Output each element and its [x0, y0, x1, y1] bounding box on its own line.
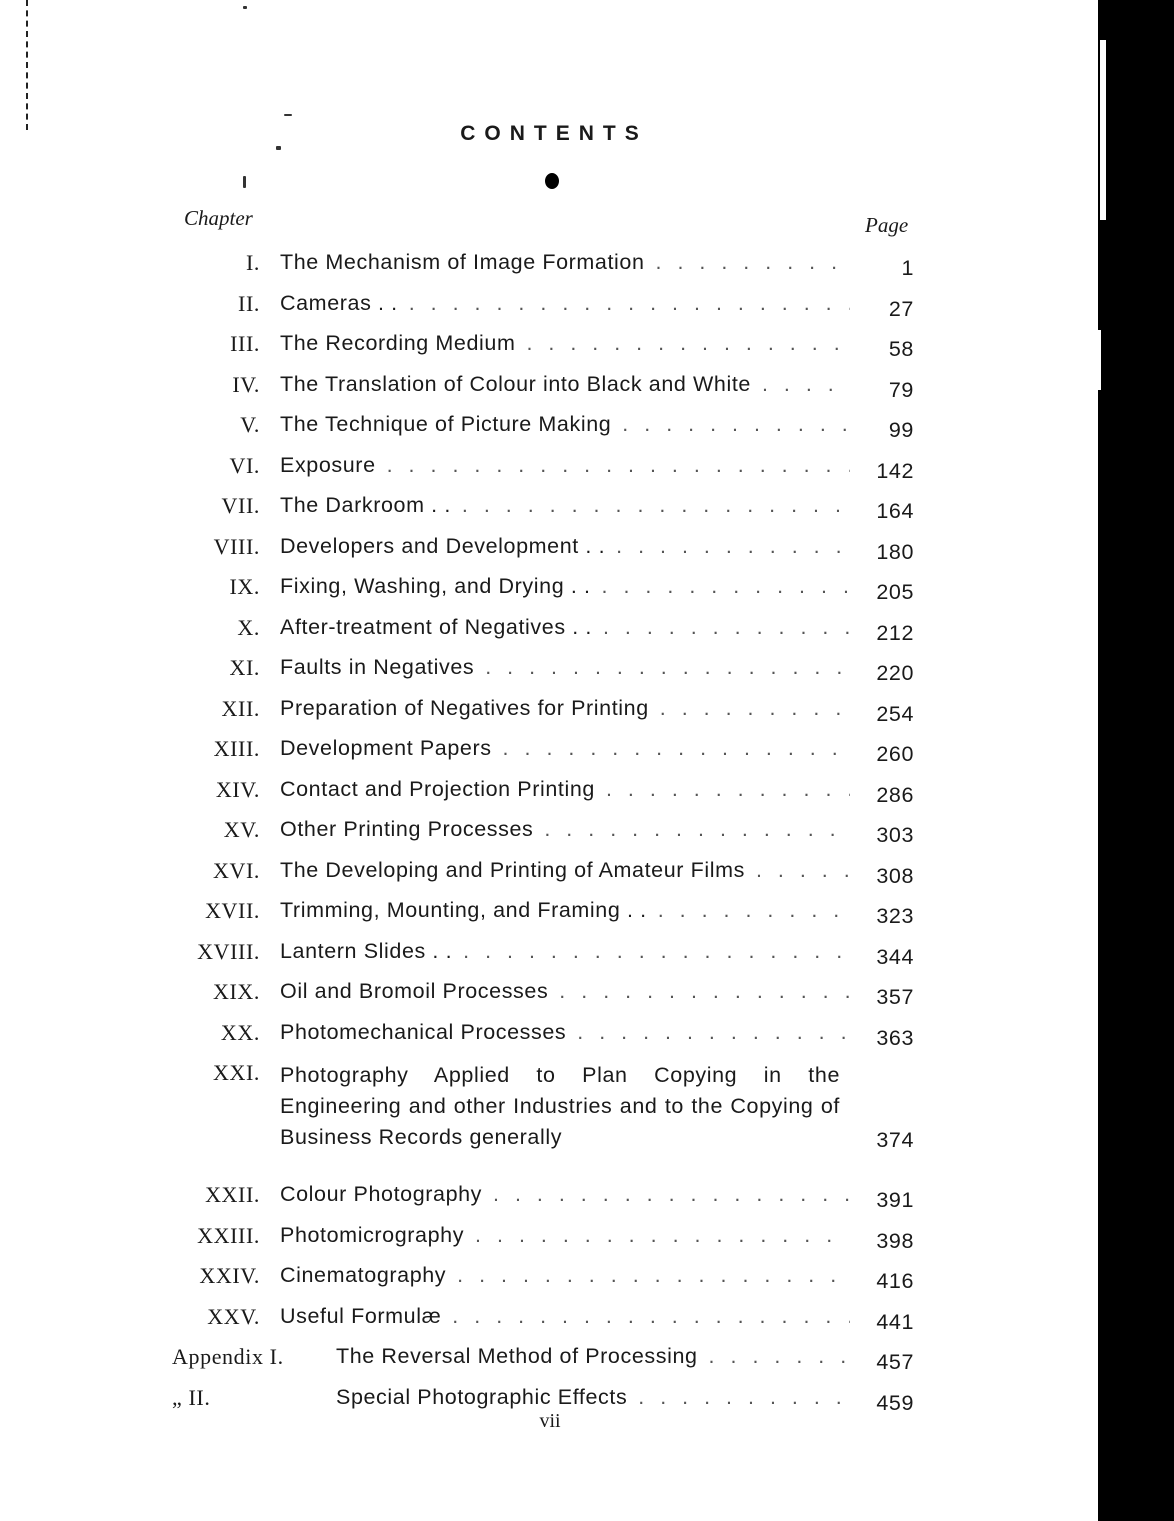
chapter-number: XVI. — [212, 857, 260, 883]
chapter-title: Useful Formulæ . . — [280, 1304, 850, 1329]
chapter-entry — [0, 933, 1100, 974]
chapter-number: XIX. — [212, 979, 260, 1004]
chapter-number: IX. — [229, 574, 260, 599]
chapter-number: XV. — [223, 817, 260, 842]
chapter-number: XXV. — [207, 1303, 260, 1329]
page-number: 398 — [876, 1228, 914, 1253]
chapter-title: The Recording Medium . . — [280, 331, 850, 356]
chapter-title: Contact and Projection Printing . . — [280, 777, 850, 802]
chapter-number: XXI. — [212, 1060, 260, 1085]
page-number: 374 — [876, 1128, 914, 1152]
chapter-entry — [0, 366, 1100, 407]
chapter-entry — [0, 1054, 1100, 1176]
chapter-entry — [0, 973, 1100, 1014]
chapter-entry — [0, 649, 1100, 690]
chapter-entry — [0, 690, 1100, 731]
chapter-number: VIII. — [213, 533, 260, 559]
page-number: 441 — [876, 1309, 914, 1334]
chapter-title: Exposure . . — [280, 453, 850, 478]
chapter-entry — [0, 1014, 1100, 1055]
page-number: 363 — [876, 1025, 914, 1050]
page-number: 260 — [876, 742, 914, 766]
chapter-title: Photography Applied to Plan Copying in the Engineering and other Industries and to the Copying of Business Records generally — [280, 1063, 840, 1149]
scan-speck — [276, 146, 281, 150]
page-number: 142 — [876, 458, 914, 483]
chapter-column-header: Chapter — [184, 206, 253, 230]
table-of-contents — [0, 244, 1100, 1419]
chapter-number: XIII. — [213, 736, 260, 761]
page-title: CONTENTS — [460, 122, 648, 145]
chapter-number: Appendix I. — [172, 1344, 284, 1369]
chapter-number: XVIII. — [197, 938, 260, 964]
chapter-entry — [0, 285, 1100, 326]
chapter-entry — [0, 447, 1100, 488]
page-number: 391 — [876, 1188, 914, 1212]
scan-speck — [284, 114, 292, 116]
chapter-number: IV. — [232, 371, 260, 397]
chapter-entry — [0, 1176, 1100, 1217]
page-number: 212 — [876, 620, 914, 645]
chapter-title: Faults in Negatives . . — [280, 655, 850, 680]
chapter-number: VI. — [229, 452, 260, 478]
chapter-title: Fixing, Washing, and Drying . . . . — [280, 574, 850, 599]
page-number: 254 — [876, 701, 914, 726]
chapter-entry — [0, 568, 1100, 609]
chapter-number: „ II. — [172, 1384, 211, 1410]
chapter-entry — [0, 811, 1100, 852]
chapter-title: Trimming, Mounting, and Framing . . . . — [280, 898, 850, 923]
chapter-number: X. — [237, 614, 260, 640]
chapter-title: The Reversal Method of Processing . . — [336, 1344, 850, 1369]
chapter-entry — [0, 1257, 1100, 1298]
chapter-number: II. — [238, 290, 260, 316]
chapter-title: The Translation of Colour into Black and White . . — [280, 372, 850, 397]
chapter-entry — [0, 406, 1100, 447]
chapter-title: The Developing and Printing of Amateur Films . . — [280, 858, 850, 883]
chapter-entry — [0, 1217, 1100, 1258]
chapter-number: XIV. — [215, 776, 260, 802]
chapter-number: XXIII. — [197, 1222, 260, 1248]
chapter-title: The Technique of Picture Making . . — [280, 412, 850, 437]
chapter-entry — [0, 852, 1100, 893]
chapter-title: The Darkroom . . . . — [280, 493, 850, 518]
chapter-number: XI. — [229, 655, 260, 680]
page-number-footer: vii — [539, 1410, 561, 1432]
chapter-title: Photomicrography . . — [280, 1223, 850, 1248]
chapter-title: Cinematography . . — [280, 1263, 850, 1288]
chapter-title: Preparation of Negatives for Printing . . — [280, 696, 850, 721]
page-number: 99 — [888, 418, 914, 442]
title-ornament — [545, 173, 559, 189]
chapter-number: XX. — [220, 1019, 260, 1045]
scan-speck — [243, 176, 246, 188]
page-number: 27 — [888, 296, 914, 321]
page-number: 180 — [876, 539, 914, 564]
chapter-entry — [0, 730, 1100, 771]
chapter-number: VII. — [221, 493, 260, 518]
chapter-title: The Mechanism of Image Formation . . — [280, 250, 850, 275]
chapter-title: Development Papers . . — [280, 736, 850, 761]
page-number: 58 — [888, 337, 914, 361]
page-number: 205 — [876, 580, 914, 604]
chapter-number: III. — [230, 331, 260, 356]
page-number: 1 — [901, 256, 914, 280]
page-number: 303 — [876, 823, 914, 847]
chapter-number: XII. — [221, 695, 260, 721]
scan-speck — [243, 6, 247, 9]
page-number: 220 — [876, 661, 914, 685]
chapter-title: Lantern Slides . . . . — [280, 939, 850, 964]
page-number: 286 — [876, 782, 914, 807]
chapter-title: Other Printing Processes . . — [280, 817, 850, 842]
chapter-entry — [0, 528, 1100, 569]
chapter-entry — [0, 325, 1100, 366]
page-number: 344 — [876, 944, 914, 969]
page-number: 357 — [876, 985, 914, 1009]
chapter-title: Colour Photography . . — [280, 1182, 850, 1207]
chapter-title: Photomechanical Processes . . — [280, 1020, 850, 1045]
chapter-title: Cameras . . . . — [280, 291, 850, 316]
page-number: 79 — [888, 377, 914, 402]
scan-edge-shadow — [1098, 0, 1174, 1521]
chapter-entry — [0, 609, 1100, 650]
chapter-entry — [0, 771, 1100, 812]
page-number: 459 — [876, 1390, 914, 1415]
chapter-title: Oil and Bromoil Processes . . — [280, 979, 850, 1004]
chapter-number: XXII. — [205, 1182, 260, 1207]
chapter-number: I. — [245, 250, 260, 275]
scan-edge-marks — [26, 0, 32, 130]
page-number: 416 — [876, 1269, 914, 1293]
page-number: 457 — [876, 1350, 914, 1374]
chapter-entry — [0, 244, 1100, 285]
chapter-title: Special Photographic Effects . . — [336, 1385, 850, 1410]
page-number: 323 — [876, 904, 914, 928]
chapter-number: XVII. — [205, 898, 260, 923]
chapter-number: V. — [240, 412, 260, 437]
chapter-entry — [0, 892, 1100, 933]
chapter-title: Developers and Development . . . . — [280, 534, 850, 559]
chapter-entry — [0, 1298, 1100, 1339]
page-number: 308 — [876, 863, 914, 888]
chapter-entry — [0, 487, 1100, 528]
appendix-entry — [0, 1338, 1100, 1379]
page-column-header: Page — [865, 213, 909, 237]
page-number: 164 — [876, 499, 914, 523]
chapter-title: After-treatment of Negatives . . . . — [280, 615, 850, 640]
chapter-number: XXIV. — [199, 1263, 260, 1288]
